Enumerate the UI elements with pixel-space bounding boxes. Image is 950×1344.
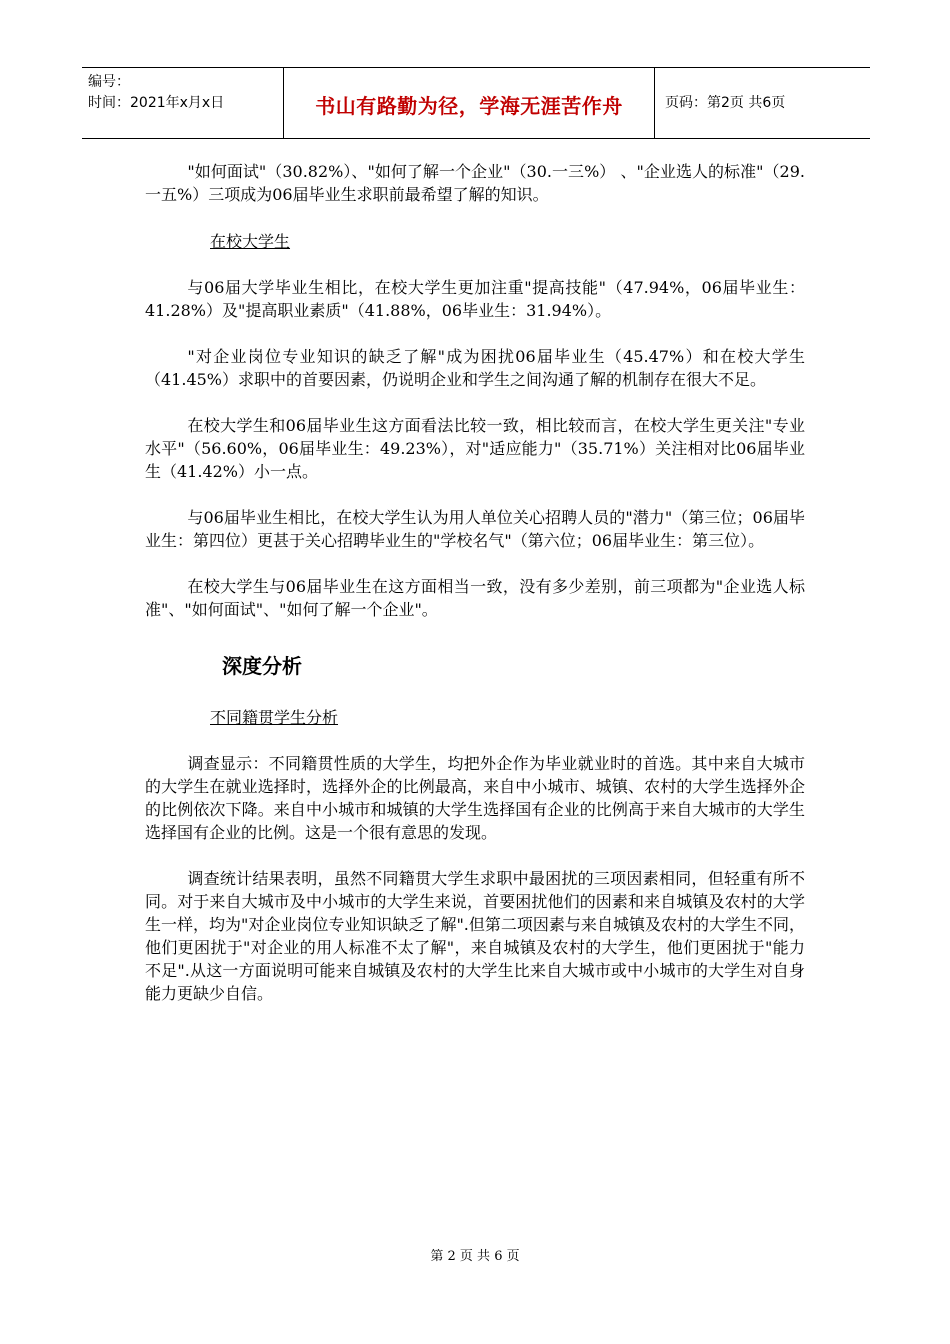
page-footer: 第 2 页 共 6 页 — [430, 1249, 520, 1264]
paragraph-4: 在校大学生和06届毕业生这方面看法比较一致，相比较而言，在校大学生更关注"专业水平"（56.60%，06届毕业生：49.23%），对"适应能力"（35.71%）关注相对比06届毕业生（41.42%）小一点。 — [145, 416, 805, 481]
paragraph-1: "如何面试"（30.82%）、"如何了解一个企业"（30.一三%） 、"企业选人的标准"（29.一五%）三项成为06届毕业生求职前最希望了解的知识。 — [145, 162, 805, 204]
header-meta — [82, 68, 283, 138]
page-label: 页码：第2页 共6页 — [665, 95, 786, 111]
paragraph-2: 与06届大学毕业生相比，在校大学生更加注重"提高技能"（47.94%，06届毕业生：41.28%）及"提高职业素质"（41.88%，06毕业生：31.94%）。 — [145, 278, 805, 320]
number-label: 编号： — [88, 74, 130, 90]
paragraph-6: 在校大学生与06届毕业生在这方面相当一致，没有多少差别，前三项都为"企业选人标准"、"如何面试"、"如何了解一个企业"。 — [145, 577, 805, 619]
time-label: 时间：2021年x月x日 — [88, 95, 225, 111]
header-motto-cell — [283, 68, 655, 138]
section-heading-deep-analysis: 深度分析 — [222, 654, 302, 678]
paragraph-5: 与06届毕业生相比，在校大学生认为用人单位关心招聘人员的"潜力"（第三位；06届毕业生：第四位）更甚于关心招聘毕业生的"学校名气"（第六位；06届毕业生：第三位）。 — [145, 508, 805, 550]
paragraph-8: 调查统计结果表明，虽然不同籍贯大学生求职中最困扰的三项因素相同，但轻重有所不同。对于来自大城市及中小城市的大学生来说，首要困扰他们的因素和来自城镇及农村的大学生一样，均为"对企业岗位专业知识缺乏了解".但第二项因素与来自城镇及农村的大学生不同，他们更困扰于"对企业的用人标准不太了解"，来自城镇及农村的大学生，他们更困扰于"能力不足".从这一方面说明可能来自城镇及农村的大学生比来自大城市或中小城市的大学生对自身能力更缺少自信。 — [145, 869, 805, 1003]
paragraph-3: "对企业岗位专业知识的缺乏了解"成为困扰06届毕业生（45.47%）和在校大学生（41.45%）求职中的首要因素，仍说明企业和学生之间沟通了解的机制存在很大不足。 — [145, 347, 805, 389]
paragraph-7: 调查显示：不同籍贯性质的大学生，均把外企作为毕业就业时的首选。其中来自大城市的大学生在就业选择时，选择外企的比例最高，来自中小城市、城镇、农村的大学生选择外企的比例依次下降。来自中小城市和城镇的大学生选择国有企业的比例高于来自大城市的大学生选择国有企业的比例。这是一个很有意思的发现。 — [145, 754, 805, 842]
motto: 书山有路勤为径，学海无涯苦作舟 — [315, 94, 623, 118]
subheading-current-students: 在校大学生 — [210, 232, 291, 251]
page-header — [82, 67, 870, 139]
document-body — [145, 160, 805, 1028]
subheading-origin-analysis: 不同籍贯学生分析 — [210, 708, 339, 727]
